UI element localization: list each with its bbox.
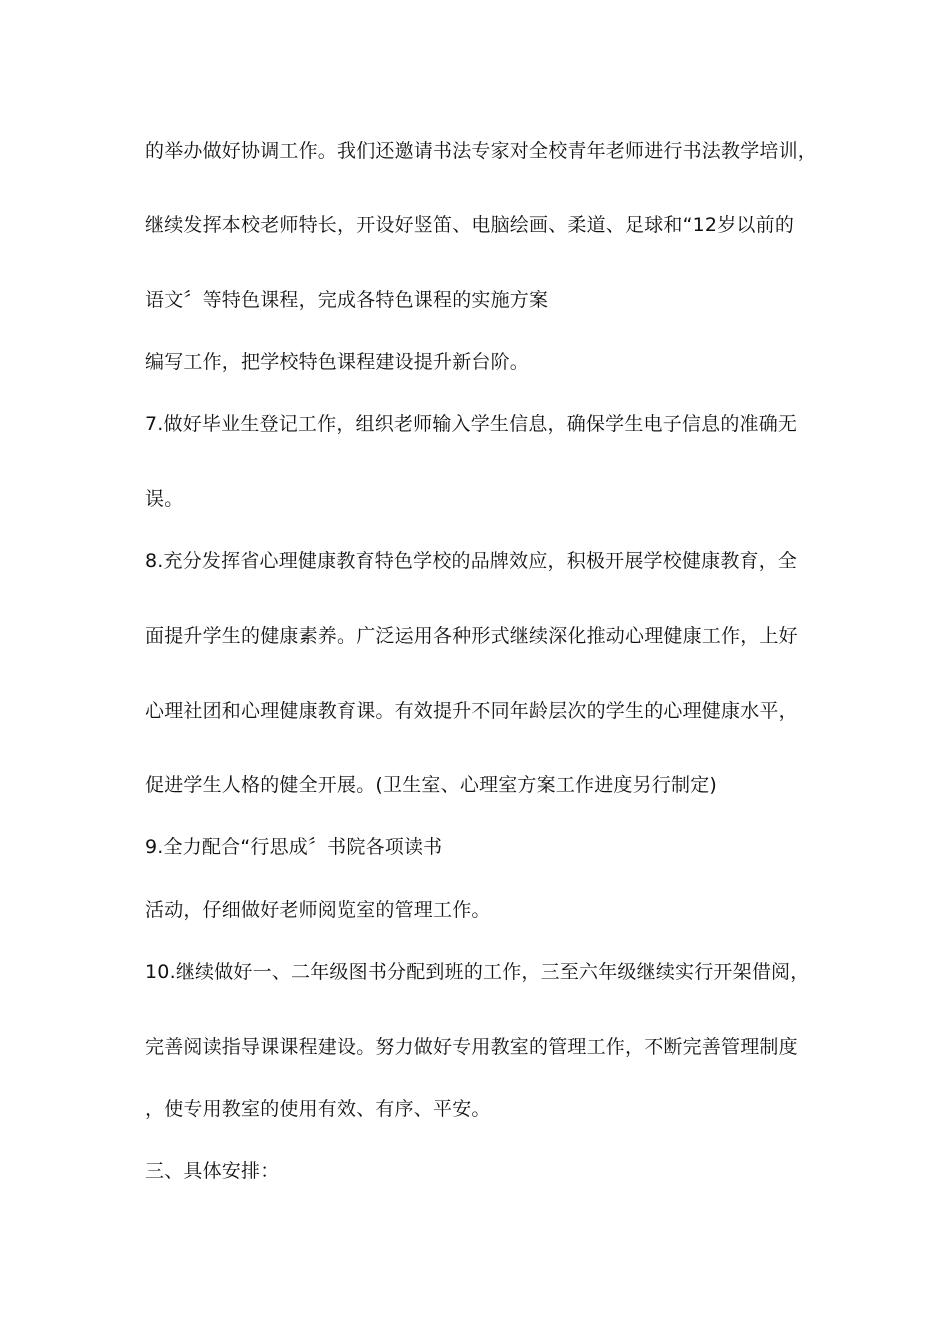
text-line: 活动，仔细做好老师阅览室的管理工作。 [145,899,491,921]
text-line: 心理社团和心理健康教育课。有效提升不同年龄层次的学生的心理健康水平， [145,700,798,722]
item-10-line: 10.继续做好一、二年级图书分配到班的工作，三至六年级继续实行开架借阅， [145,961,810,983]
section-heading: 三、具体安排： [145,1160,280,1182]
text-line: 编写工作，把学校特色课程建设提升新台阶。 [145,351,530,373]
text-line: 面提升学生的健康素养。广泛运用各种形式继续深化推动心理健康工作，上好 [145,625,798,647]
text-line: 促进学生人格的健全开展。(卫生室、心理室方案工作进度另行制定) [145,774,718,796]
text-line: 的举办做好协调工作。我们还邀请书法专家对全校青年老师进行书法教学培训， [145,140,818,162]
text-line: 语文〞等特色课程，完成各特色课程的实施方案 [145,289,549,311]
text-line: 误。 [145,488,184,510]
item-8-line: 8.充分发挥省心理健康教育特色学校的品牌效应，积极开展学校健康教育，全 [145,550,798,572]
item-9-line: 9.全力配合“行思成〞书院各项读书 [145,836,443,858]
item-7-line: 7.做好毕业生登记工作，组织老师输入学生信息，确保学生电子信息的准确无 [145,413,798,435]
text-line: ，使专用教室的使用有效、有序、平安。 [145,1098,491,1120]
text-line: 继续发挥本校老师特长，开设好竖笛、电脑绘画、柔道、足球和“12岁以前的 [145,214,795,236]
text-line: 完善阅读指导课课程建设。努力做好专用教室的管理工作，不断完善管理制度 [145,1036,798,1058]
